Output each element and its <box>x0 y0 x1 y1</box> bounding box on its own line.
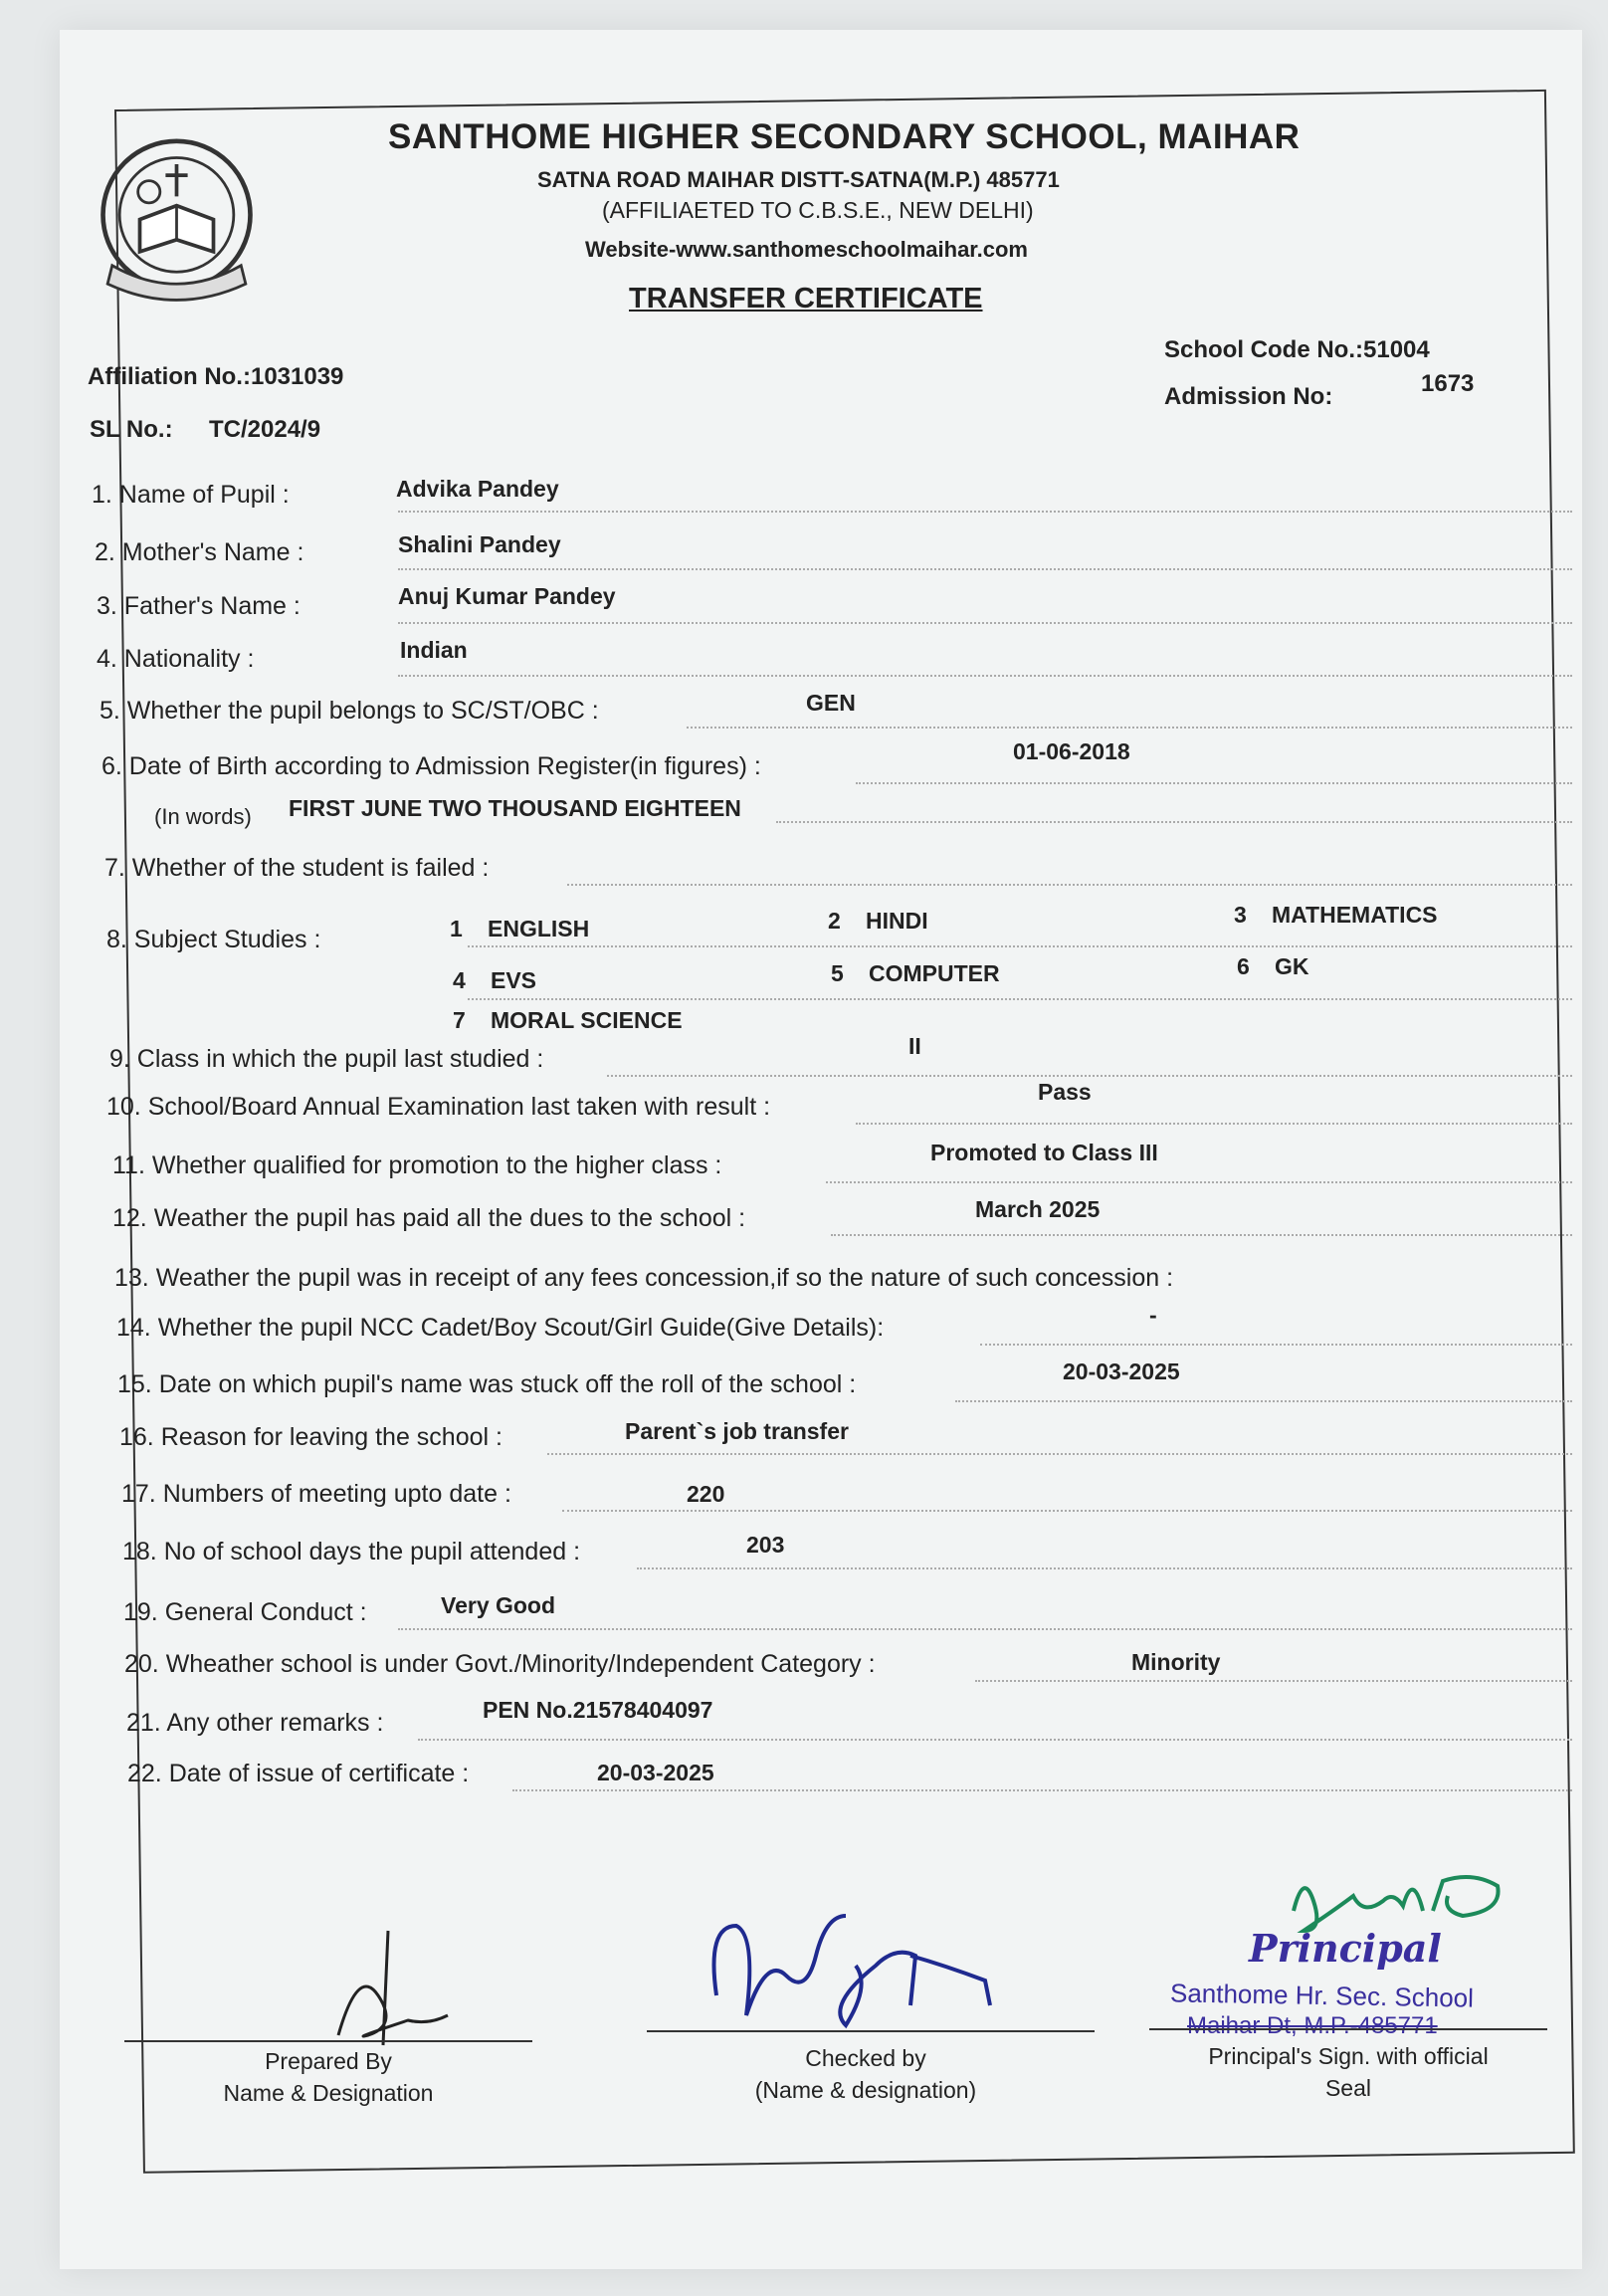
subjects-label: 8. Subject Studies : <box>106 926 321 953</box>
prepared-line <box>124 2040 532 2042</box>
field-dotted-line <box>562 1510 1572 1512</box>
field-value: Minority <box>1131 1649 1221 1675</box>
principal-stamp-school: Santhome Hr. Sec. School <box>1169 1978 1475 2013</box>
field-dotted-line <box>687 727 1572 729</box>
field-dotted-line <box>975 1680 1572 1682</box>
field-value: Indian <box>400 637 468 663</box>
field-value: March 2025 <box>975 1196 1101 1222</box>
subject-name: HINDI <box>866 908 928 934</box>
checked-caption-2: (Name & designation) <box>754 2077 977 2103</box>
prepared-caption-1: Prepared By <box>265 2048 392 2074</box>
field-dotted-line <box>826 1181 1572 1183</box>
subject-name: GK <box>1275 953 1309 979</box>
field-dotted-line <box>512 1789 1572 1791</box>
school-website: Website-www.santhomeschoolmaihar.com <box>585 237 1028 262</box>
field-value: 20-03-2025 <box>1063 1358 1180 1384</box>
subjects-dotted-line <box>468 998 1572 1000</box>
prepared-by-signature <box>279 1926 478 2055</box>
field-value: Parent`s job transfer <box>625 1418 849 1444</box>
field-dotted-line <box>398 675 1572 677</box>
field-label: 15. Date on which pupil's name was stuck off the roll of the school : <box>117 1370 857 1398</box>
field-value: Pass <box>1038 1079 1092 1105</box>
prepared-caption-2: Name & Designation <box>223 2080 434 2106</box>
subject-number: 5 <box>831 960 844 986</box>
sl-label: SL No.: <box>90 416 173 443</box>
subject-name: ENGLISH <box>488 916 590 941</box>
subject-number: 3 <box>1234 902 1247 928</box>
field-label: 7. Whether of the student is failed : <box>104 854 490 882</box>
field-value: Advika Pandey <box>396 476 559 502</box>
subject-name: MATHEMATICS <box>1272 902 1438 928</box>
field-label: 21. Any other remarks : <box>126 1709 384 1737</box>
field-value: Shalini Pandey <box>398 531 561 557</box>
field-dotted-line <box>856 1123 1572 1125</box>
field-label: 19. General Conduct : <box>123 1598 367 1626</box>
field-dotted-line <box>831 1234 1572 1236</box>
field-label: 12. Weather the pupil has paid all the dues to the school : <box>112 1204 746 1232</box>
checked-by-signature <box>697 1896 1015 2035</box>
field-value: 220 <box>687 1481 725 1507</box>
field-label: 16. Reason for leaving the school : <box>119 1423 502 1451</box>
field-label: 18. No of school days the pupil attended : <box>122 1538 581 1565</box>
field-value: - <box>1149 1302 1157 1328</box>
field-label: 13. Weather the pupil was in receipt of any fees concession,if so the nature of such concession : <box>114 1264 1174 1292</box>
principal-caption-1: Principal's Sign. with official <box>1208 2043 1489 2069</box>
field-value: PEN No.21578404097 <box>483 1697 713 1723</box>
field-dotted-line <box>637 1567 1572 1569</box>
principal-stamp-title: Principal <box>1249 1926 1442 1971</box>
subject-name: MORAL SCIENCE <box>491 1007 683 1033</box>
school-code: School Code No.:51004 <box>1164 336 1430 363</box>
principal-line <box>1149 2028 1547 2030</box>
checked-caption-1: Checked by <box>805 2045 926 2071</box>
school-name: SANTHOME HIGHER SECONDARY SCHOOL, MAIHAR <box>388 117 1301 156</box>
admission-value: 1673 <box>1421 370 1475 397</box>
field-label: 6. Date of Birth according to Admission Register(in figures) : <box>101 752 761 780</box>
field-label: 5. Whether the pupil belongs to SC/ST/OBC : <box>100 697 599 725</box>
affiliation-number: Affiliation No.:1031039 <box>88 363 344 390</box>
field-dotted-line <box>398 511 1572 513</box>
checked-caption <box>677 2042 1055 2106</box>
school-seal-logo <box>85 127 269 312</box>
affiliation-note: (AFFILIAETED TO C.B.S.E., NEW DELHI) <box>602 197 1034 223</box>
field-label: 11. Whether qualified for promotion to the higher class : <box>112 1151 722 1179</box>
field-dotted-line <box>418 1739 1572 1741</box>
field-label: 20. Wheather school is under Govt./Minority/Independent Category : <box>124 1650 876 1678</box>
document-title: TRANSFER CERTIFICATE <box>629 283 983 314</box>
principal-caption <box>1154 2040 1542 2104</box>
field-label: 17. Numbers of meeting upto date : <box>121 1480 511 1508</box>
field-dotted-line <box>856 782 1572 784</box>
subject-number: 1 <box>450 916 463 941</box>
subject-number: 7 <box>453 1007 466 1033</box>
subject-number: 4 <box>453 967 466 993</box>
field-value: Anuj Kumar Pandey <box>398 583 616 609</box>
subject-name: EVS <box>491 967 537 993</box>
principal-caption-2: Seal <box>1324 2075 1372 2101</box>
field-label: 10. School/Board Annual Examination last taken with result : <box>106 1093 771 1121</box>
field-label: 14. Whether the pupil NCC Cadet/Boy Scout/Girl Guide(Give Details): <box>116 1314 885 1342</box>
field-dotted-line <box>547 1453 1572 1455</box>
subjects-dotted-line <box>468 945 1572 947</box>
field-value: 203 <box>746 1532 785 1558</box>
prepared-caption <box>149 2045 507 2109</box>
field-value: GEN <box>806 690 856 716</box>
field-value: 20-03-2025 <box>597 1760 714 1785</box>
field-label: 4. Nationality : <box>97 645 255 673</box>
field-label: 22. Date of issue of certificate : <box>127 1760 470 1787</box>
subject-number: 2 <box>828 908 841 934</box>
field-value: 01-06-2018 <box>1013 738 1130 764</box>
subject-name: COMPUTER <box>869 960 1000 986</box>
principal-stamp-place: Maihar Dt, M.P.-485771 <box>1187 2012 1438 2039</box>
admission-label: Admission No: <box>1164 383 1333 410</box>
field-label: 3. Father's Name : <box>97 592 301 620</box>
school-address: SATNA ROAD MAIHAR DISTT-SATNA(M.P.) 485771 <box>537 167 1060 192</box>
field-dotted-line <box>607 1075 1572 1077</box>
field-dotted-line <box>398 1628 1572 1630</box>
field-label: 9. Class in which the pupil last studied : <box>109 1045 544 1073</box>
field-dotted-line <box>398 568 1572 570</box>
field-dotted-line <box>567 884 1572 886</box>
field-label: 1. Name of Pupil : <box>92 481 290 509</box>
field-value: Promoted to Class III <box>930 1140 1158 1165</box>
sl-value: TC/2024/9 <box>209 416 321 443</box>
dob-words-value: FIRST JUNE TWO THOUSAND EIGHTEEN <box>289 795 741 821</box>
checked-line <box>647 2030 1095 2032</box>
field-label: 2. Mother's Name : <box>95 538 304 566</box>
dob-words-label: (In words) <box>154 804 252 829</box>
field-value: II <box>908 1033 921 1059</box>
field-dotted-line <box>955 1400 1572 1402</box>
field-dotted-line <box>398 622 1572 624</box>
subject-number: 6 <box>1237 953 1250 979</box>
dob-words-line <box>776 821 1572 823</box>
field-dotted-line <box>980 1344 1572 1346</box>
field-value: Very Good <box>441 1592 556 1618</box>
